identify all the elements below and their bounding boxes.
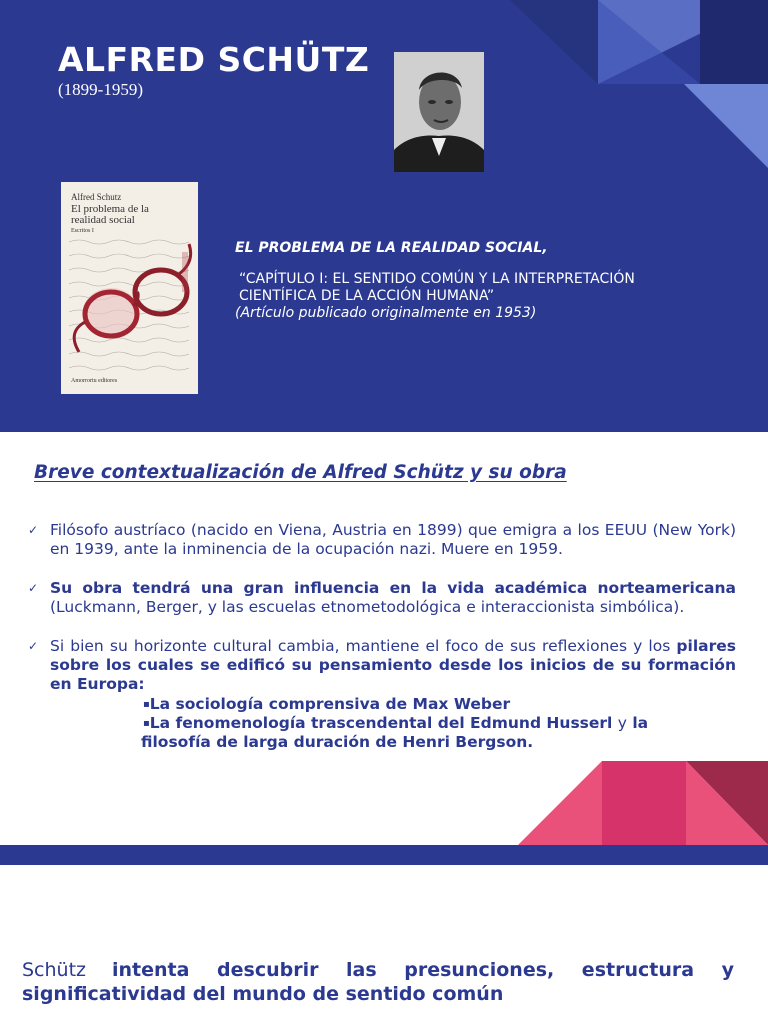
- bullet-bold-text: Su obra tendrá una gran influencia en la vida académica norteamericana: [50, 579, 736, 597]
- sub-bullet-continuation: filosofía de larga duración de Henri Bergson.: [141, 733, 534, 751]
- book-publisher: Amorrortu editores: [71, 378, 118, 384]
- portrait-illustration: [394, 52, 484, 172]
- divider-bar: [0, 845, 768, 865]
- book-author: Alfred Schutz: [71, 192, 122, 202]
- publication-note: (Artículo publicado originalmente en 1953): [235, 305, 537, 321]
- bullet-text: [50, 579, 736, 617]
- chapter-title: “CAPÍTULO I: EL SENTIDO COMÚN Y LA INTERPRETACIÓN CIENTÍFICA DE LA ACCIÓN HUMANA”: [239, 271, 635, 304]
- bullet-text: Filósofo austríaco (nacido en Viena, Austria en 1899) que emigra a los EEUU (New York) en 1939, ante la inminencia de la ocupación nazi. Muere en 1959.: [50, 521, 736, 558]
- closing-bold-line-2: significatividad del mundo de sentido común: [22, 983, 504, 1005]
- check-icon: ✓: [28, 639, 39, 653]
- closing-statement: [22, 958, 734, 1006]
- section-heading: Breve contextualización de Alfred Schütz y su obra: [34, 462, 567, 483]
- work-title: EL PROBLEMA DE LA REALIDAD SOCIAL,: [235, 240, 548, 256]
- closing-subject: Schütz: [22, 959, 87, 981]
- sub-bullet-text: la: [632, 714, 649, 732]
- square-bullet-icon: ▪: [143, 718, 150, 729]
- work-info: [235, 240, 675, 322]
- book-subtitle: Escritos I: [71, 228, 94, 234]
- decorative-triangles-top: [510, 0, 768, 180]
- sub-bullet-text: La fenomenología trascendental del Edmund Husserl: [149, 714, 613, 732]
- bullet-text: [50, 637, 736, 694]
- life-years: (1899-1959): [58, 80, 143, 99]
- book-cover: [61, 182, 198, 394]
- sub-bullet-item: [143, 695, 703, 714]
- sub-bullet-conjunction: y: [617, 714, 627, 732]
- bullet-rest-text: (Luckmann, Berger, y las escuelas etnometodológica e interaccionista simbólica).: [50, 598, 685, 616]
- title-slide: [0, 0, 768, 432]
- sub-bullet-list: [143, 695, 703, 752]
- sub-bullet-item: [143, 714, 703, 733]
- check-icon: ✓: [28, 523, 39, 537]
- square-bullet-icon: ▪: [143, 699, 150, 710]
- closing-bold-line-1: intenta descubrir las presunciones, estructura y: [112, 959, 734, 981]
- book-title: El problema de la realidad social: [71, 203, 149, 226]
- bullet-bold-text: pilares sobre los cuales se edificó su pensamiento desde los inicios de su formación en Europa:: [50, 637, 736, 693]
- sub-bullet-text: La sociología comprensiva de Max Weber: [149, 695, 511, 713]
- bullet-normal-text: Si bien su horizonte cultural cambia, mantiene el foco de sus reflexiones y los: [50, 637, 671, 655]
- check-icon: ✓: [28, 581, 39, 595]
- decorative-triangles-bottom: [518, 761, 768, 845]
- portrait-photo: [394, 52, 484, 172]
- page-title: ALFRED SCHÜTZ: [58, 40, 370, 79]
